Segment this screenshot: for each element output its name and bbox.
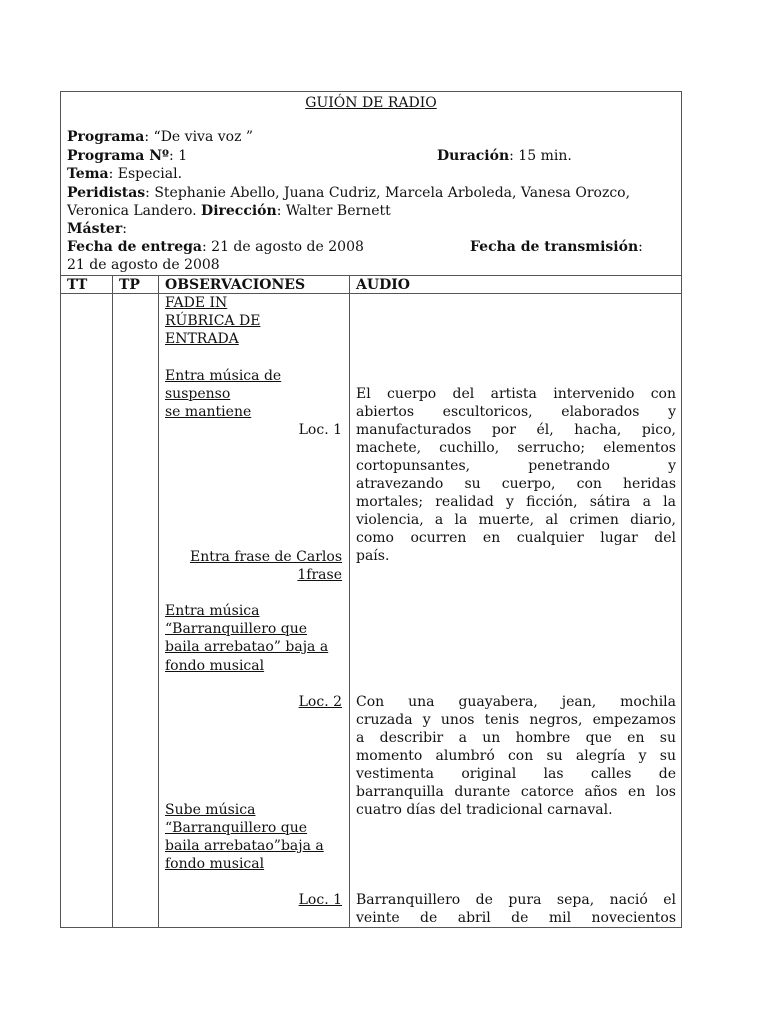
obs-1frase: 1frase: [297, 567, 342, 583]
audio-paragraph-1: El cuerpo del artista intervenido con abiertos escultoricos, elaborados y manufacturados por él, hacha, pico, machete, cuchillo, serrucho; elementos cortopunsantes, penetrando y atravezando su cuerpo, con heridas mortales; realidad y ficción, sátira a la violencia, a la muerte, al crimen diario, como ocurren en cualquier lugar del país.: [356, 386, 676, 564]
obs-entra-musica-suspenso: Entra música de: [165, 368, 282, 384]
script-header: [61, 92, 681, 276]
column-header-observaciones: OBSERVACIONES: [165, 277, 306, 293]
column-divider-tp: [158, 275, 159, 927]
fecha-transmision-date: 21 de agosto de 2008: [67, 257, 220, 273]
radio-script-sheet: [60, 91, 682, 928]
obs-loc-2: Loc. 2: [298, 694, 342, 710]
fecha-entrega-line: Fecha de entrega: 21 de agosto de 2008: [67, 239, 364, 255]
obs-sube-musica: Sube música: [165, 802, 256, 818]
programa-line: Programa: “De viva voz ”: [67, 129, 254, 145]
direccion-line: Veronica Landero. Dirección: Walter Bernett: [67, 203, 391, 219]
obs-frase-carlos: Entra frase de Carlos: [189, 549, 342, 565]
page-title: GUIÓN DE RADIO: [305, 95, 437, 111]
column-header-tp: TP: [119, 277, 140, 293]
periodistas-line: Peridistas: Stephanie Abello, Juana Cudriz, Marcela Arboleda, Vanesa Orozco,: [67, 185, 631, 201]
obs-fade-in: FADE IN: [165, 295, 228, 311]
master-line: Máster:: [67, 221, 127, 237]
obs-loc-1: Loc. 1: [298, 422, 342, 438]
duracion-line: Duración: 15 min.: [437, 148, 572, 164]
column-header-audio: AUDIO: [356, 277, 410, 293]
audio-paragraph-3: Barranquillero de pura sepa, nació el veinte de abril de mil novecientos: [356, 892, 676, 926]
column-header-tt: TT: [67, 277, 88, 293]
programa-numero-line: Programa Nº: 1: [67, 148, 188, 164]
obs-se-mantiene: se mantiene: [165, 404, 252, 420]
obs-loc-1-b: Loc. 1: [298, 892, 342, 908]
obs-baila-arrebatao-2: baila arrebatao”baja a: [165, 838, 324, 854]
obs-baila-arrebatao-1: baila arrebatao” baja a: [165, 639, 329, 655]
obs-rubrica: RÚBRICA DE: [165, 313, 261, 329]
obs-entra-musica: Entra música: [165, 603, 260, 619]
obs-fondo-musical-1: fondo musical: [165, 658, 265, 674]
column-divider-tt: [112, 275, 113, 927]
obs-barranquillero-2: “Barranquillero que: [165, 820, 308, 836]
audio-paragraph-2: Con una guayabera, jean, mochila cruzada y unos tenis negros, empezamos a describir a un hombre que en su momento alumbró con su alegría y su vestimenta original las calles de barranquilla durante catorce años en los cuatro días del tradicional carnaval.: [356, 694, 676, 818]
tema-line: Tema: Especial.: [67, 166, 183, 182]
column-divider-obs: [349, 275, 350, 927]
obs-suspenso: suspenso: [165, 386, 231, 402]
obs-fondo-musical-2: fondo musical: [165, 856, 265, 872]
obs-entrada: ENTRADA: [165, 331, 239, 347]
fecha-transmision-line: Fecha de transmisión:: [470, 239, 643, 255]
obs-barranquillero-1: “Barranquillero que: [165, 621, 308, 637]
